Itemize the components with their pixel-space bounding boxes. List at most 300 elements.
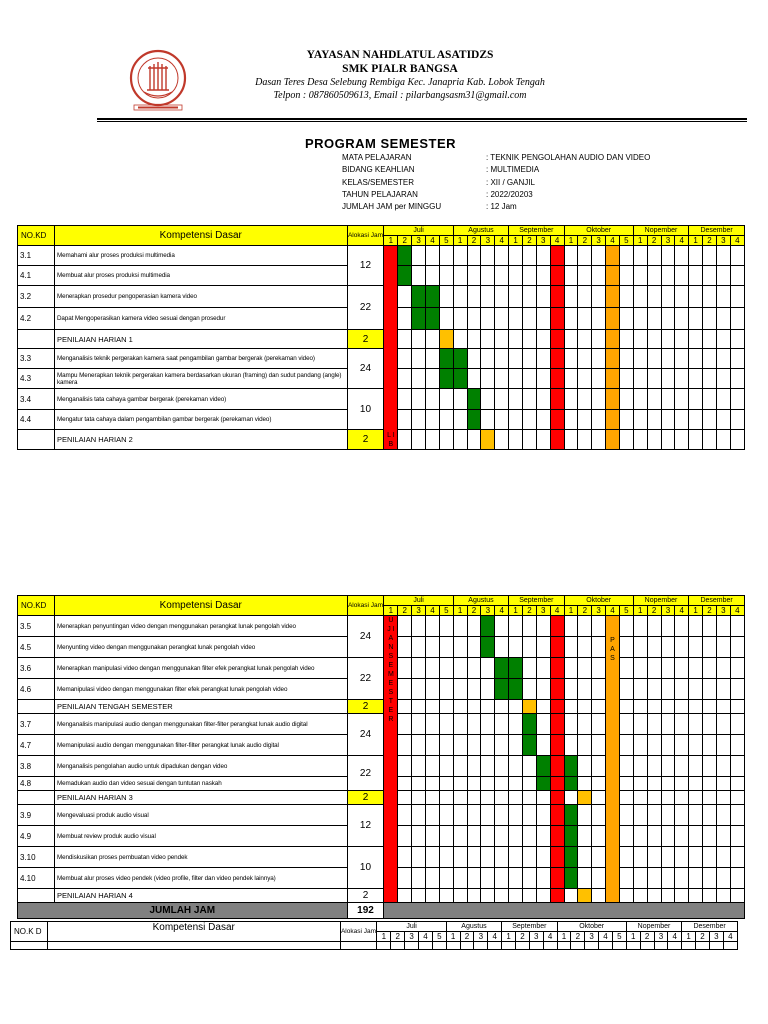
schedule-cell: [426, 777, 440, 791]
schedule-cell: [398, 637, 412, 658]
schedule-cell: [467, 700, 481, 714]
schedule-cell: [426, 637, 440, 658]
schedule-cell: [564, 308, 578, 330]
schedule-cell: [495, 637, 509, 658]
schedule-cell: [481, 286, 495, 308]
schedule-cell: [398, 616, 412, 637]
letterhead: [0, 0, 768, 125]
schedule-cell: [509, 349, 523, 369]
kd-row: [18, 805, 745, 826]
schedule-cell: [730, 805, 744, 826]
schedule-cell: [689, 868, 703, 889]
schedule-mark: [426, 286, 440, 308]
schedule-cell: [564, 369, 578, 389]
schedule-cell: [619, 330, 633, 349]
schedule-cell: [716, 330, 730, 349]
schedule-cell: [453, 430, 467, 450]
schedule-cell: [578, 847, 592, 868]
schedule-cell: [453, 246, 467, 266]
schedule-cell: [689, 777, 703, 791]
schedule-cell: [592, 369, 606, 389]
schedule-mark: [536, 777, 550, 791]
schedule-cell: [633, 616, 647, 637]
schedule-cell: [536, 266, 550, 286]
col-header-nokd: NO.KD: [18, 596, 55, 616]
schedule-cell: [578, 369, 592, 389]
schedule-cell: [703, 286, 717, 308]
schedule-cell: [495, 714, 509, 735]
week-header: 5: [432, 932, 446, 942]
schedule-cell: [419, 942, 433, 950]
schedule-cell: [481, 410, 495, 430]
schedule-cell: [599, 942, 613, 950]
schedule-cell: [703, 389, 717, 410]
alokasi-jam: 22: [347, 658, 384, 700]
schedule-cell: [509, 330, 523, 349]
schedule-cell: [509, 616, 523, 637]
schedule-cell: [716, 777, 730, 791]
week-header: 5: [612, 932, 626, 942]
col-header-alokasi: Alokasi Jam: [340, 922, 377, 942]
vertical-label: U J I A N S E M E S T E R: [387, 617, 395, 723]
kd-description: Membuat alur proses produksi multimedia: [54, 266, 347, 286]
schedule-cell: [453, 777, 467, 791]
schedule-mark: [495, 679, 509, 700]
schedule-cell: [675, 679, 689, 700]
schedule-cell: [633, 700, 647, 714]
schedule-cell: [668, 942, 682, 950]
week-header: 1: [689, 606, 703, 616]
schedule-cell: [398, 330, 412, 349]
schedule-cell: [633, 286, 647, 308]
schedule-cell: [398, 756, 412, 777]
schedule-cell: [703, 868, 717, 889]
schedule-mark: [550, 756, 564, 777]
schedule-cell: [592, 826, 606, 847]
schedule-cell: [412, 616, 426, 637]
schedule-cell: [439, 286, 453, 308]
schedule-cell: [398, 369, 412, 389]
schedule-cell: [689, 637, 703, 658]
week-header: 2: [523, 606, 537, 616]
assessment-label: PENILAIAN TENGAH SEMESTER: [54, 700, 347, 714]
schedule-cell: [647, 246, 661, 266]
schedule-cell: [730, 349, 744, 369]
schedule-cell: [647, 889, 661, 903]
schedule-cell: [619, 286, 633, 308]
alokasi-jam: 24: [347, 349, 384, 389]
schedule-cell: [426, 700, 440, 714]
schedule-cell: [495, 777, 509, 791]
schedule-cell: [633, 658, 647, 679]
schedule-cell: [578, 616, 592, 637]
schedule-cell: [647, 658, 661, 679]
schedule-cell: [716, 389, 730, 410]
kd-number: 3.9: [18, 805, 55, 826]
kd-row: [18, 286, 745, 308]
week-header: 5: [439, 606, 453, 616]
schedule-cell: [481, 308, 495, 330]
schedule-cell: [592, 389, 606, 410]
schedule-cell: [578, 756, 592, 777]
kd-description: Membuat alur proses video pendek (video profile, filter dan video pendek lainnya): [54, 868, 347, 889]
schedule-mark: [412, 308, 426, 330]
schedule-cell: [730, 735, 744, 756]
schedule-cell: [633, 330, 647, 349]
schedule-cell: [619, 735, 633, 756]
schedule-cell: [592, 777, 606, 791]
schedule-cell: [426, 679, 440, 700]
schedule-cell: [661, 308, 675, 330]
school-name: SMK PIALR BANGSA: [342, 63, 458, 75]
schedule-cell: [730, 679, 744, 700]
kd-number: [18, 791, 55, 805]
schedule-cell: [633, 889, 647, 903]
schedule-cell: [495, 266, 509, 286]
week-header: 1: [446, 932, 460, 942]
schedule-cell: [536, 714, 550, 735]
schedule-cell: [439, 658, 453, 679]
schedule-cell: [703, 756, 717, 777]
schedule-cell: [523, 805, 537, 826]
total-value: 192: [347, 903, 384, 919]
week-header: 2: [703, 236, 717, 246]
schedule-cell: [509, 714, 523, 735]
week-header: 4: [495, 236, 509, 246]
schedule-cell: [675, 616, 689, 637]
schedule-cell: [453, 616, 467, 637]
schedule-cell: [619, 266, 633, 286]
schedule-cell: [481, 777, 495, 791]
week-header: 3: [529, 932, 543, 942]
header-divider: [97, 118, 747, 120]
schedule-cell: [495, 868, 509, 889]
schedule-cell: [689, 266, 703, 286]
schedule-cell: [592, 714, 606, 735]
schedule-cell: [592, 805, 606, 826]
schedule-cell: [661, 805, 675, 826]
schedule-cell: [592, 616, 606, 637]
schedule-cell: [398, 777, 412, 791]
schedule-cell: [453, 756, 467, 777]
schedule-cell: [564, 616, 578, 637]
schedule-cell: [439, 430, 453, 450]
schedule-cell: [578, 777, 592, 791]
schedule-cell: [730, 389, 744, 410]
schedule-cell: [689, 308, 703, 330]
schedule-cell: [398, 430, 412, 450]
schedule-mark: [550, 349, 564, 369]
schedule-mark: [564, 826, 578, 847]
schedule-mark: [495, 658, 509, 679]
kd-number: 3.7: [18, 714, 55, 735]
week-header: 3: [592, 606, 606, 616]
schedule-cell: [703, 430, 717, 450]
schedule-cell: [730, 246, 744, 266]
schedule-cell: [633, 410, 647, 430]
col-header-alokasi: Alokasi Jam: [347, 226, 384, 246]
schedule-cell: [675, 735, 689, 756]
week-header: 1: [633, 606, 647, 616]
kd-description: Menganalisis manipulasi audio dengan menggunakan filter-filter perangkat lunak audio digital: [54, 714, 347, 735]
schedule-cell: [592, 679, 606, 700]
schedule-cell: [426, 735, 440, 756]
schedule-mark: [426, 308, 440, 330]
schedule-cell: [523, 330, 537, 349]
schedule-mark: [523, 735, 537, 756]
schedule-mark: [453, 369, 467, 389]
schedule-cell: [689, 410, 703, 430]
schedule-mark: [606, 410, 620, 430]
schedule-cell: [481, 369, 495, 389]
schedule-cell: [564, 246, 578, 266]
schedule-cell: [523, 777, 537, 791]
schedule-mark: [550, 847, 564, 868]
schedule-cell: [619, 369, 633, 389]
week-header: 4: [606, 606, 620, 616]
schedule-cell: [467, 735, 481, 756]
schedule-cell: [647, 826, 661, 847]
col-header-alokasi: Alokasi Jam: [347, 596, 384, 616]
schedule-cell: [495, 700, 509, 714]
schedule-cell: [495, 756, 509, 777]
schedule-cell: [675, 389, 689, 410]
schedule-cell: [592, 430, 606, 450]
schedule-cell: [509, 389, 523, 410]
schedule-cell: [439, 616, 453, 637]
schedule-cell: [633, 735, 647, 756]
schedule-cell: [536, 826, 550, 847]
schedule-cell: [564, 700, 578, 714]
schedule-mark: [564, 777, 578, 791]
week-header: 1: [682, 932, 696, 942]
kd-description: Dapat Mengoperasikan kamera video sesuai dengan prosedur: [54, 308, 347, 330]
schedule-cell: [633, 246, 647, 266]
schedule-cell: [592, 410, 606, 430]
schedule-cell: [398, 679, 412, 700]
schedule-cell: [509, 791, 523, 805]
schedule-cell: [661, 700, 675, 714]
schedule-cell: [439, 826, 453, 847]
alokasi-jam: 2: [347, 700, 384, 714]
schedule-mark: [509, 679, 523, 700]
month-header: Nopember: [626, 922, 681, 932]
schedule-cell: [703, 777, 717, 791]
schedule-cell: [703, 700, 717, 714]
kd-description: Memahami alur proses produksi multimedia: [54, 246, 347, 266]
schedule-cell: [536, 369, 550, 389]
week-header: 3: [716, 236, 730, 246]
schedule-mark: [550, 777, 564, 791]
schedule-mark: [550, 286, 564, 308]
schedule-cell: [661, 637, 675, 658]
week-header: 1: [509, 606, 523, 616]
schedule-cell: [592, 889, 606, 903]
schedule-cell: [412, 389, 426, 410]
kd-number: 4.7: [18, 735, 55, 756]
schedule-cell: [398, 868, 412, 889]
schedule-cell: [529, 942, 543, 950]
schedule-cell: [481, 756, 495, 777]
schedule-mark: [550, 266, 564, 286]
week-header: 3: [481, 236, 495, 246]
schedule-cell: [592, 246, 606, 266]
week-header: 3: [481, 606, 495, 616]
meta-label: KELAS/SEMESTER: [342, 177, 415, 187]
week-header: 4: [730, 236, 744, 246]
assessment-label: PENILAIAN HARIAN 2: [54, 430, 347, 450]
schedule-cell: [536, 679, 550, 700]
schedule-cell: [689, 791, 703, 805]
schedule-cell: [675, 826, 689, 847]
week-header: 5: [619, 606, 633, 616]
schedule-cell: [412, 266, 426, 286]
schedule-cell: [696, 942, 710, 950]
schedule-cell: [467, 266, 481, 286]
schedule-cell: [536, 868, 550, 889]
schedule-cell: [453, 658, 467, 679]
kd-description: Menganalisis pengolahan audio untuk dipadukan dengan video: [54, 756, 347, 777]
schedule-cell: [633, 805, 647, 826]
schedule-cell: [412, 714, 426, 735]
kd-number: 3.6: [18, 658, 55, 679]
schedule-cell: [398, 735, 412, 756]
schedule-cell: [647, 286, 661, 308]
schedule-cell: [716, 826, 730, 847]
schedule-cell: [426, 246, 440, 266]
week-header: 2: [398, 606, 412, 616]
kd-row: [18, 658, 745, 679]
schedule-cell: [536, 791, 550, 805]
schedule-cell: [619, 410, 633, 430]
schedule-cell: [647, 266, 661, 286]
col-header-kompetensi: Kompetensi Dasar: [47, 922, 340, 942]
week-header: 4: [426, 236, 440, 246]
schedule-cell: [689, 286, 703, 308]
schedule-cell: [523, 308, 537, 330]
schedule-cell: [578, 389, 592, 410]
week-header: 4: [550, 606, 564, 616]
week-header: 4: [599, 932, 613, 942]
alokasi-jam: 10: [347, 389, 384, 430]
schedule-cell: [495, 791, 509, 805]
schedule-cell: [564, 735, 578, 756]
schedule-mark: [467, 410, 481, 430]
week-header: 1: [633, 236, 647, 246]
schedule-cell: [716, 286, 730, 308]
schedule-cell: [467, 308, 481, 330]
alokasi-jam: 10: [347, 847, 384, 889]
kd-description: Memanipulasi video dengan menggunakan filter efek perangkat lunak pengolah video: [54, 679, 347, 700]
schedule-cell: [647, 791, 661, 805]
schedule-cell: [647, 637, 661, 658]
week-header: 2: [460, 932, 474, 942]
schedule-cell: [647, 308, 661, 330]
week-header: 1: [626, 932, 640, 942]
month-header: Desember: [689, 226, 745, 236]
kd-row: [18, 246, 745, 266]
alokasi-jam: 2: [347, 430, 384, 450]
schedule-mark: [550, 616, 564, 637]
schedule-cell: [619, 637, 633, 658]
schedule-mark: [606, 389, 620, 410]
schedule-mark: [578, 791, 592, 805]
schedule-cell: [689, 389, 703, 410]
schedule-cell: [412, 330, 426, 349]
schedule-cell: [412, 847, 426, 868]
kd-description: Membuat review produk audio visual: [54, 826, 347, 847]
schedule-cell: [703, 735, 717, 756]
week-header: 1: [564, 606, 578, 616]
schedule-cell: [439, 389, 453, 410]
schedule-cell: [647, 410, 661, 430]
schedule-cell: [495, 430, 509, 450]
schedule-cell: [453, 714, 467, 735]
schedule-cell: [661, 389, 675, 410]
schedule-cell: [439, 410, 453, 430]
schedule-cell: [578, 637, 592, 658]
kd-description: Mengatur tata cahaya dalam pengambilan gambar bergerak (perekaman video): [54, 410, 347, 430]
schedule-mark: [550, 369, 564, 389]
schedule-cell: [467, 805, 481, 826]
schedule-cell: [647, 330, 661, 349]
schedule-cell: [619, 714, 633, 735]
schedule-cell: [523, 389, 537, 410]
schedule-cell: [495, 410, 509, 430]
month-header: Agustus: [446, 922, 501, 932]
schedule-cell: [467, 616, 481, 637]
schedule-cell: [564, 658, 578, 679]
schedule-cell: [619, 308, 633, 330]
kd-number: 4.1: [18, 266, 55, 286]
month-header: Oktober: [564, 596, 633, 606]
schedule-cell: [619, 246, 633, 266]
week-header: 2: [703, 606, 717, 616]
schedule-cell: [675, 330, 689, 349]
schedule-cell: [675, 791, 689, 805]
schedule-cell: [689, 246, 703, 266]
assessment-label: PENILAIAN HARIAN 3: [54, 791, 347, 805]
week-header: 2: [578, 236, 592, 246]
week-header: 1: [689, 236, 703, 246]
schedule-cell: [675, 349, 689, 369]
schedule-cell: [619, 889, 633, 903]
schedule-cell: [453, 308, 467, 330]
schedule-cell: [412, 246, 426, 266]
schedule-cell: [426, 616, 440, 637]
week-header: 3: [654, 932, 668, 942]
month-header: Desember: [689, 596, 745, 606]
schedule-cell: [633, 777, 647, 791]
schedule-cell: [619, 756, 633, 777]
schedule-mark: [550, 714, 564, 735]
schedule-cell: [432, 942, 446, 950]
schedule-cell: [391, 942, 405, 950]
week-header: 3: [709, 932, 723, 942]
schedule-mark: [550, 246, 564, 266]
schedule-cell: [675, 430, 689, 450]
schedule-cell: [633, 679, 647, 700]
schedule-mark: [550, 679, 564, 700]
schedule-cell: [723, 942, 737, 950]
schedule-cell: [689, 616, 703, 637]
schedule-cell: [439, 777, 453, 791]
week-header: 3: [536, 236, 550, 246]
month-header: Juli: [384, 226, 453, 236]
schedule-cell: [495, 369, 509, 389]
alokasi-jam: 22: [347, 286, 384, 330]
schedule-mark: [606, 369, 620, 389]
